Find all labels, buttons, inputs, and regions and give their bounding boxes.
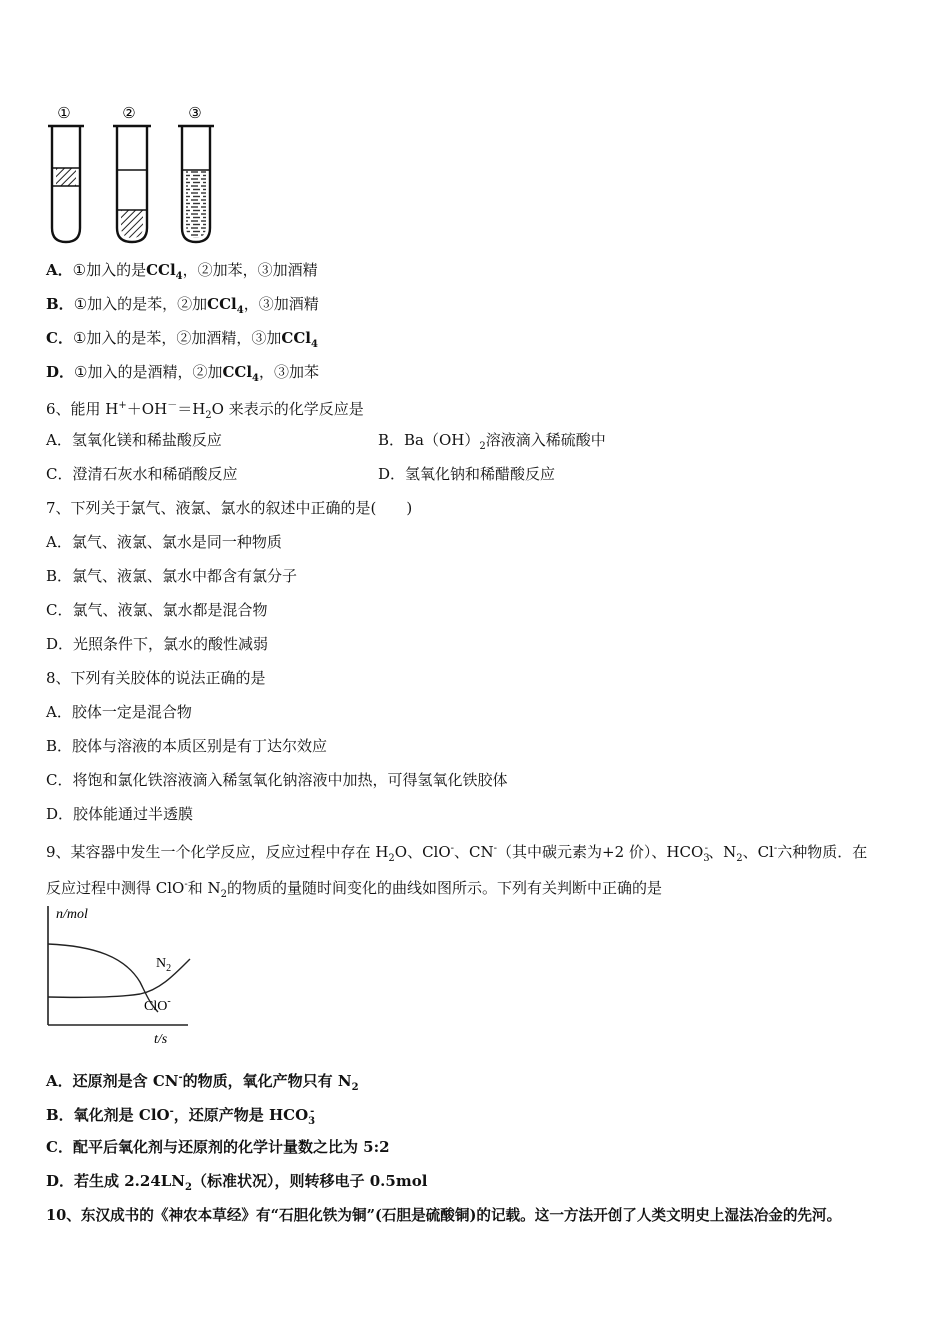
q6-option-b: B．$Ba(OH)_2$溶液滴入稀硫酸中 — [378, 431, 606, 452]
series-clo-label: ClO- — [144, 996, 171, 1014]
q8-option-a: A．胶体一定是混合物 — [46, 703, 192, 721]
test-tube-figure — [40, 100, 230, 250]
q8-option-d: D．胶体能通过半透膜 — [46, 805, 194, 823]
tube-2-label: ② — [122, 106, 136, 122]
q7-stem: 7、下列关于氯气、液氯、氯水的叙述中正确的是( ) — [46, 499, 413, 517]
y-axis-label: n/mol — [56, 907, 88, 922]
q9-option-a: A．还原剂是含 CN-的物质，氧化产物只有 $N_2$ — [46, 1072, 359, 1093]
q7-option-c: C．氯气、液氯、氯水都是混合物 — [46, 601, 268, 619]
q9-stem-line1: 9、某容器中发生一个化学反应，反应过程中存在 $H_2O$、ClO-、CN-（其中碳元素为+2 价）、$HCO_3^-$、$N_2$、Cl-六种物质．在 — [46, 843, 868, 864]
q9-option-d: D．若生成 $2.24LN_2$（标准状况），则转移电子 0.5mol — [46, 1172, 428, 1193]
q9-option-c: C．配平后氧化剂与还原剂的化学计量数之比为 5:2 — [46, 1138, 390, 1156]
x-axis-label: t/s — [154, 1032, 168, 1047]
series-n2-label: $N_2$ — [156, 956, 172, 974]
q8-option-c: C．将饱和氯化铁溶液滴入稀氢氧化钠溶液中加热，可得氢氧化铁胶体 — [46, 771, 508, 789]
tube-3-label: ③ — [188, 106, 202, 122]
q6-option-c: C．澄清石灰水和稀硝酸反应 — [46, 465, 238, 483]
q5-option-b: B．①加入的是苯，②加CCl$_4$，③加酒精 — [46, 295, 319, 316]
q5-option-a: A．①加入的是CCl$_4$，②加苯，③加酒精 — [46, 261, 318, 282]
q6-stem: 6、能用 $H^++OH^-=H_2O$ 来表示的化学反应是 — [46, 400, 364, 421]
q9-chart — [40, 902, 200, 1047]
q8-option-b: B．胶体与溶液的本质区别是有丁达尔效应 — [46, 737, 328, 755]
q5-option-c: C．①加入的是苯，②加酒精，③加CCl$_4$ — [46, 329, 318, 350]
q7-option-b: B．氯气、液氯、氯水中都含有氯分子 — [46, 567, 298, 585]
test-tube-3 — [178, 126, 214, 242]
q9-stem-line2: 反应过程中测得 ClO-和 $N_2$的物质的量随时间变化的曲线如图所示。下列有关判断中正确的是 — [46, 879, 663, 900]
q6-option-a: A．氢氧化镁和稀盐酸反应 — [46, 431, 222, 449]
q5-option-d: D．①加入的是酒精，②加CCl$_4$，③加苯 — [46, 363, 320, 384]
test-tube-2 — [113, 126, 151, 242]
q7-option-a: A．氯气、液氯、氯水是同一种物质 — [46, 533, 282, 551]
q8-stem: 8、下列有关胶体的说法正确的是 — [46, 669, 266, 687]
q6-option-d: D．氢氧化钠和稀醋酸反应 — [378, 465, 556, 483]
q10-stem: 10、东汉成书的《神农本草经》有“石胆化铁为铜”(石胆是硫酸铜)的记载。这一方法开创了人类文明史上湿法冶金的先河。 — [46, 1207, 842, 1224]
q9-option-b: B．氧化剂是 ClO-，还原产物是 $HCO_3^-$ — [46, 1106, 316, 1127]
q7-option-d: D．光照条件下，氯水的酸性减弱 — [46, 635, 269, 653]
tube-1-label: ① — [57, 106, 71, 122]
test-tube-1 — [48, 126, 84, 242]
series-n2-line — [48, 944, 158, 1012]
